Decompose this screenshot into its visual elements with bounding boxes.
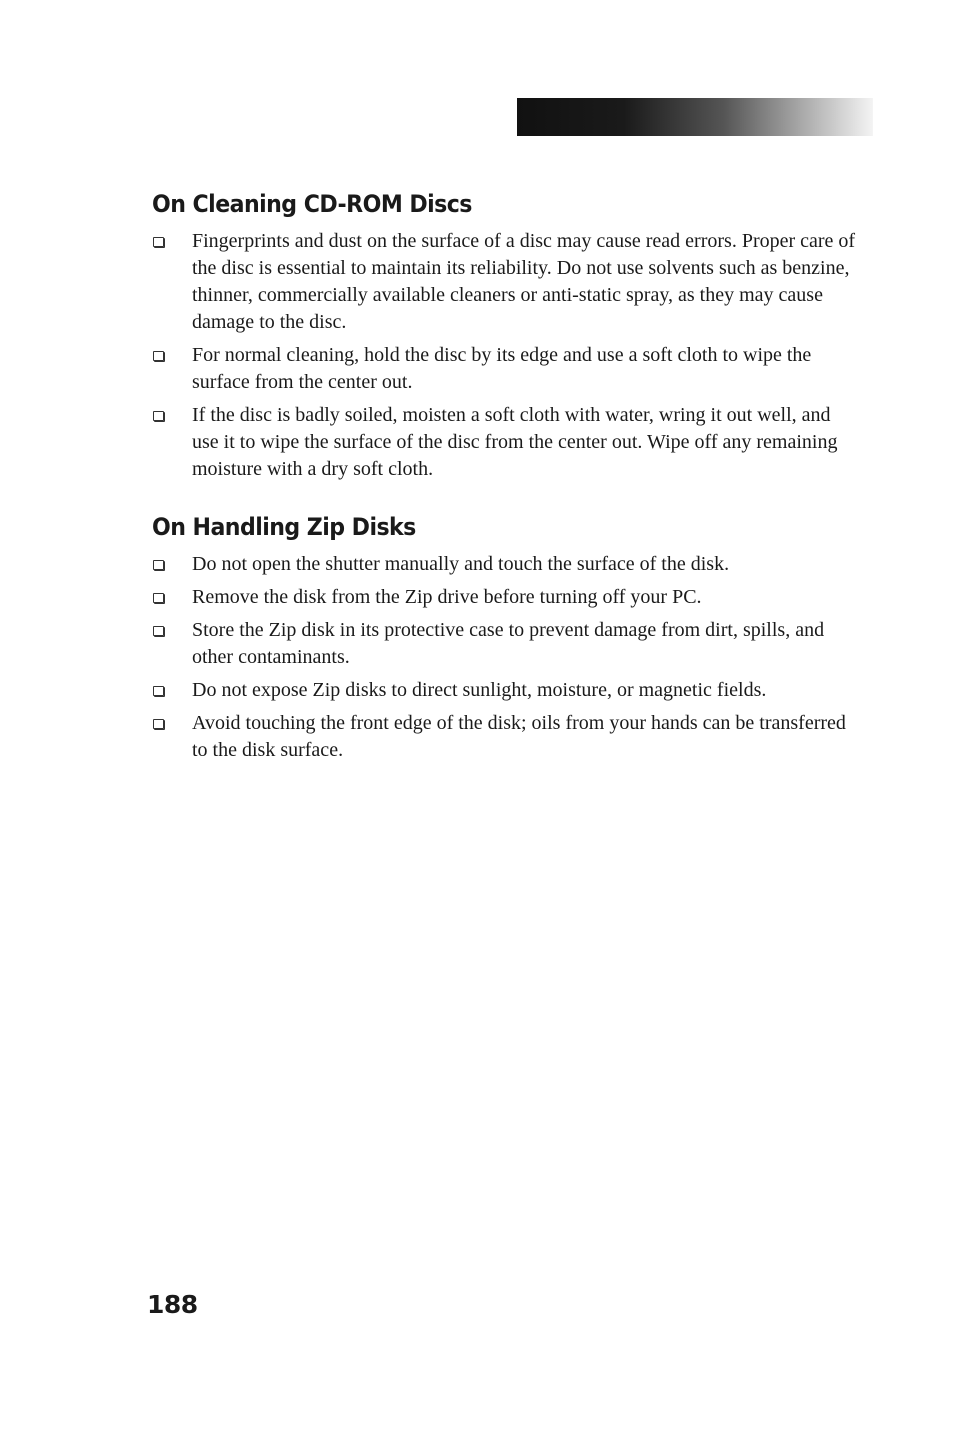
- section-heading: On Cleaning CD-ROM Discs: [152, 190, 472, 218]
- section-handling-zip-disks: [152, 511, 872, 770]
- checkbox-bullet-icon: [153, 593, 164, 603]
- list-item: [152, 402, 862, 483]
- list-item: [152, 677, 862, 704]
- list-item: [152, 617, 862, 671]
- checkbox-bullet-icon: [153, 626, 164, 636]
- list-item-text: For normal cleaning, hold the disc by its edge and use a soft cloth to wipe the surface from the center out.: [192, 344, 812, 393]
- list-item-text: Remove the disk from the Zip drive before turning off your PC.: [192, 586, 702, 608]
- page-number: 188: [147, 1290, 198, 1319]
- list-item-text: Do not expose Zip disks to direct sunlight, moisture, or magnetic fields.: [192, 679, 767, 701]
- list-item: [152, 342, 862, 396]
- list-item: [152, 228, 862, 336]
- checkbox-bullet-icon: [153, 719, 164, 729]
- bullet-list: [152, 551, 872, 764]
- list-item-text: Do not open the shutter manually and touch the surface of the disk.: [192, 553, 730, 575]
- bullet-list: [152, 228, 872, 483]
- list-item-text: If the disc is badly soiled, moisten a soft cloth with water, wring it out well, and use it to wipe the surface of the disc from the center out. Wipe off any remaining moisture with a dry soft cloth.: [192, 404, 838, 480]
- list-item: [152, 710, 862, 764]
- checkbox-bullet-icon: [153, 411, 164, 421]
- list-item-text: Fingerprints and dust on the surface of a disc may cause read errors. Proper care of the disc is essential to maintain its reliability. Do not use solvents such as benzine, thinner, commercially available cleaners or anti-static spray, as they may cause damage to the disc.: [192, 230, 856, 333]
- checkbox-bullet-icon: [153, 686, 164, 696]
- section-cleaning-cd-rom: [152, 188, 872, 489]
- section-heading: On Handling Zip Disks: [152, 513, 416, 541]
- list-item: [152, 551, 862, 578]
- checkbox-bullet-icon: [153, 351, 164, 361]
- checkbox-bullet-icon: [153, 237, 164, 247]
- list-item-text: Store the Zip disk in its protective case to prevent damage from dirt, spills, and other contaminants.: [192, 619, 825, 668]
- checkbox-bullet-icon: [153, 560, 164, 570]
- list-item: [152, 584, 862, 611]
- header-decorative-bar: [517, 98, 873, 136]
- list-item-text: Avoid touching the front edge of the disk; oils from your hands can be transferred to the disk surface.: [192, 712, 846, 761]
